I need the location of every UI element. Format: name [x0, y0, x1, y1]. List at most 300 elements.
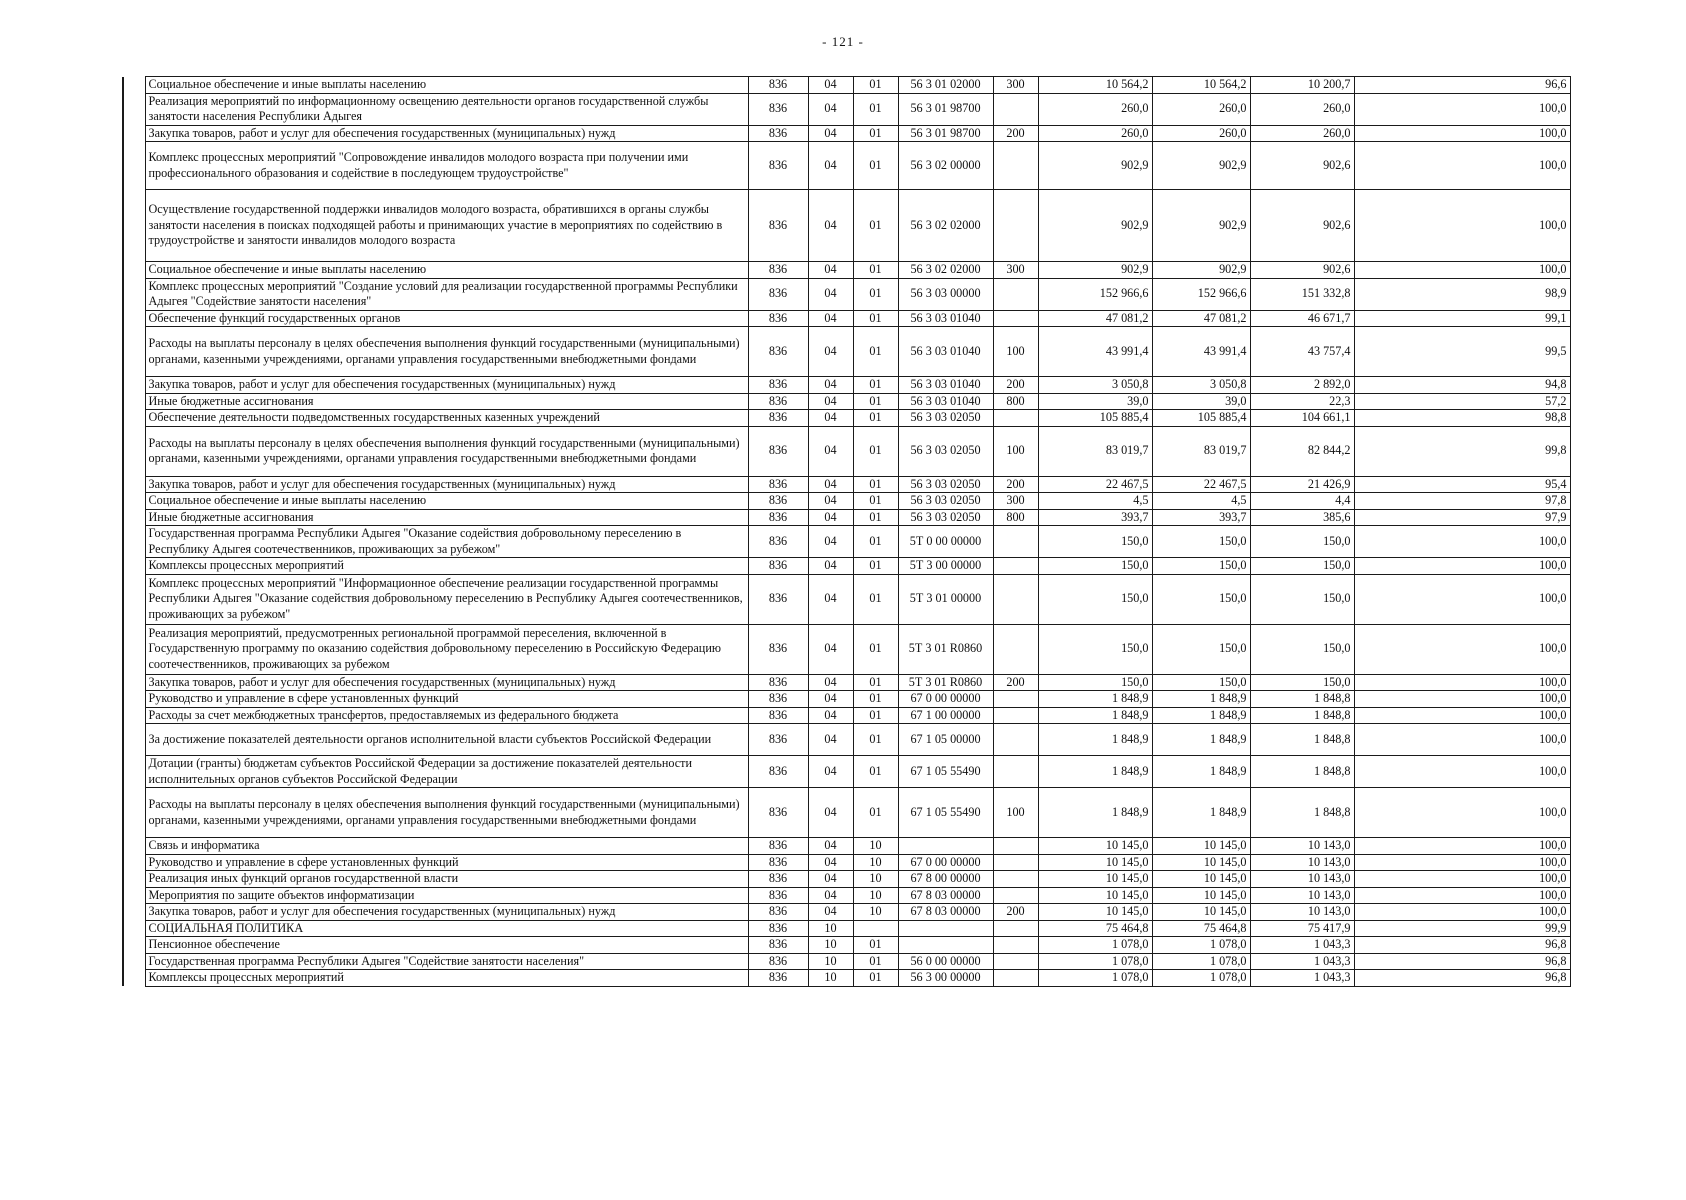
- cell-admin: 836: [748, 953, 808, 970]
- cell-exptype: 100: [993, 788, 1038, 838]
- cell-subsection: 01: [853, 624, 898, 674]
- table-row: [123, 410, 1570, 427]
- cell-plan: 10 145,0: [1038, 854, 1152, 871]
- cell-executed: 902,6: [1250, 262, 1354, 279]
- cell-section: 04: [808, 871, 853, 888]
- cell-executed: 10 143,0: [1250, 871, 1354, 888]
- cell-target: 56 0 00 00000: [898, 953, 993, 970]
- cell-admin: 836: [748, 476, 808, 493]
- cell-plan: 902,9: [1038, 142, 1152, 190]
- cell-name: Закупка товаров, работ и услуг для обеспечения государственных (муниципальных) нужд: [145, 377, 748, 394]
- cell-target: 56 3 02 02000: [898, 262, 993, 279]
- cell-refined: 75 464,8: [1152, 920, 1250, 937]
- cell-section: 04: [808, 426, 853, 476]
- cell-section: 04: [808, 476, 853, 493]
- cell-target: 56 3 01 98700: [898, 93, 993, 125]
- cell-admin: 836: [748, 125, 808, 142]
- left-margin-cell: [123, 854, 145, 871]
- cell-percent: 57,2: [1354, 393, 1570, 410]
- cell-target: 56 3 03 01040: [898, 377, 993, 394]
- table-row: [123, 526, 1570, 558]
- cell-refined: 10 145,0: [1152, 887, 1250, 904]
- cell-subsection: 10: [853, 854, 898, 871]
- cell-plan: 75 464,8: [1038, 920, 1152, 937]
- cell-target: 67 0 00 00000: [898, 691, 993, 708]
- cell-name: Осуществление государственной поддержки инвалидов молодого возраста, обратившихся в органы службы занятости населения в поисках подходящей работы и принимающих участие в мероприятиях по содействию в трудоустройстве и занятости инвалидов молодого возраста: [145, 190, 748, 262]
- cell-admin: 836: [748, 854, 808, 871]
- cell-refined: 4,5: [1152, 493, 1250, 510]
- cell-executed: 4,4: [1250, 493, 1354, 510]
- cell-percent: 97,8: [1354, 493, 1570, 510]
- cell-section: 04: [808, 410, 853, 427]
- cell-exptype: [993, 707, 1038, 724]
- cell-plan: 22 467,5: [1038, 476, 1152, 493]
- cell-name: Закупка товаров, работ и услуг для обеспечения государственных (муниципальных) нужд: [145, 476, 748, 493]
- left-margin-cell: [123, 788, 145, 838]
- cell-plan: 10 564,2: [1038, 77, 1152, 94]
- cell-refined: 1 848,9: [1152, 707, 1250, 724]
- cell-name: Комплекс процессных мероприятий "Информационное обеспечение реализации государственной программы Республики Адыгея "Оказание содействия добровольному переселению в Республику Адыгея соотечественников, проживающих за рубежом": [145, 574, 748, 624]
- cell-executed: 150,0: [1250, 558, 1354, 575]
- cell-target: [898, 937, 993, 954]
- cell-section: 04: [808, 574, 853, 624]
- cell-subsection: 01: [853, 493, 898, 510]
- cell-percent: 96,8: [1354, 953, 1570, 970]
- cell-plan: 1 848,9: [1038, 707, 1152, 724]
- cell-percent: 100,0: [1354, 871, 1570, 888]
- cell-section: 04: [808, 493, 853, 510]
- cell-executed: 1 848,8: [1250, 724, 1354, 756]
- cell-refined: 260,0: [1152, 125, 1250, 142]
- cell-executed: 151 332,8: [1250, 278, 1354, 310]
- cell-section: 04: [808, 393, 853, 410]
- cell-admin: 836: [748, 190, 808, 262]
- cell-admin: 836: [748, 327, 808, 377]
- cell-exptype: [993, 310, 1038, 327]
- cell-plan: 150,0: [1038, 526, 1152, 558]
- cell-percent: 96,6: [1354, 77, 1570, 94]
- cell-admin: 836: [748, 937, 808, 954]
- cell-refined: 1 848,9: [1152, 691, 1250, 708]
- cell-target: 56 3 00 00000: [898, 970, 993, 987]
- cell-percent: 100,0: [1354, 558, 1570, 575]
- cell-percent: 100,0: [1354, 93, 1570, 125]
- cell-percent: 99,9: [1354, 920, 1570, 937]
- cell-plan: 150,0: [1038, 624, 1152, 674]
- cell-exptype: [993, 624, 1038, 674]
- cell-target: 56 3 02 00000: [898, 142, 993, 190]
- cell-executed: 1 043,3: [1250, 937, 1354, 954]
- cell-section: 10: [808, 920, 853, 937]
- cell-target: 5Т 3 01 R0860: [898, 674, 993, 691]
- table-row: [123, 190, 1570, 262]
- cell-subsection: 01: [853, 262, 898, 279]
- cell-subsection: 01: [853, 327, 898, 377]
- cell-target: 67 1 00 00000: [898, 707, 993, 724]
- cell-plan: 393,7: [1038, 509, 1152, 526]
- cell-name: Руководство и управление в сфере установленных функций: [145, 854, 748, 871]
- cell-plan: 3 050,8: [1038, 377, 1152, 394]
- cell-plan: 1 848,9: [1038, 788, 1152, 838]
- cell-percent: 100,0: [1354, 624, 1570, 674]
- table-row: [123, 327, 1570, 377]
- cell-section: 04: [808, 310, 853, 327]
- cell-exptype: [993, 190, 1038, 262]
- cell-subsection: 01: [853, 426, 898, 476]
- cell-section: 04: [808, 854, 853, 871]
- cell-refined: 43 991,4: [1152, 327, 1250, 377]
- cell-section: 04: [808, 190, 853, 262]
- cell-percent: 97,9: [1354, 509, 1570, 526]
- cell-subsection: 01: [853, 756, 898, 788]
- cell-admin: 836: [748, 509, 808, 526]
- cell-executed: 43 757,4: [1250, 327, 1354, 377]
- cell-percent: 99,8: [1354, 426, 1570, 476]
- cell-executed: 2 892,0: [1250, 377, 1354, 394]
- left-margin-cell: [123, 526, 145, 558]
- cell-name: За достижение показателей деятельности органов исполнительной власти субъектов Российской Федерации: [145, 724, 748, 756]
- cell-name: Закупка товаров, работ и услуг для обеспечения государственных (муниципальных) нужд: [145, 125, 748, 142]
- cell-percent: 99,5: [1354, 327, 1570, 377]
- cell-exptype: [993, 937, 1038, 954]
- left-margin-cell: [123, 77, 145, 94]
- cell-exptype: 300: [993, 493, 1038, 510]
- cell-name: Социальное обеспечение и иные выплаты населению: [145, 262, 748, 279]
- left-margin-cell: [123, 970, 145, 987]
- cell-executed: 10 143,0: [1250, 838, 1354, 855]
- cell-target: 56 3 03 00000: [898, 278, 993, 310]
- left-margin-cell: [123, 624, 145, 674]
- cell-section: 04: [808, 142, 853, 190]
- cell-percent: 100,0: [1354, 887, 1570, 904]
- cell-name: Руководство и управление в сфере установленных функций: [145, 691, 748, 708]
- table-row: [123, 756, 1570, 788]
- cell-target: 56 3 02 02000: [898, 190, 993, 262]
- cell-refined: 1 848,9: [1152, 788, 1250, 838]
- cell-percent: 100,0: [1354, 838, 1570, 855]
- cell-refined: 10 145,0: [1152, 871, 1250, 888]
- cell-percent: 98,8: [1354, 410, 1570, 427]
- table-row: [123, 77, 1570, 94]
- cell-subsection: 01: [853, 93, 898, 125]
- cell-subsection: 01: [853, 691, 898, 708]
- cell-section: 04: [808, 756, 853, 788]
- cell-section: 04: [808, 77, 853, 94]
- cell-exptype: 100: [993, 426, 1038, 476]
- cell-exptype: [993, 574, 1038, 624]
- cell-exptype: [993, 838, 1038, 855]
- cell-plan: 260,0: [1038, 93, 1152, 125]
- cell-exptype: [993, 756, 1038, 788]
- cell-admin: 836: [748, 426, 808, 476]
- cell-target: 67 8 00 00000: [898, 871, 993, 888]
- cell-refined: 150,0: [1152, 624, 1250, 674]
- cell-refined: 1 848,9: [1152, 756, 1250, 788]
- table-row: [123, 953, 1570, 970]
- cell-section: 04: [808, 788, 853, 838]
- table-row: [123, 624, 1570, 674]
- cell-exptype: 800: [993, 393, 1038, 410]
- table-row: [123, 674, 1570, 691]
- table-row: [123, 426, 1570, 476]
- cell-admin: 836: [748, 493, 808, 510]
- cell-name: Иные бюджетные ассигнования: [145, 509, 748, 526]
- cell-exptype: [993, 887, 1038, 904]
- left-margin-cell: [123, 310, 145, 327]
- cell-target: 56 3 03 02050: [898, 509, 993, 526]
- table-row: [123, 509, 1570, 526]
- budget-table-container: [122, 76, 1571, 987]
- cell-executed: 10 143,0: [1250, 854, 1354, 871]
- table-row: [123, 262, 1570, 279]
- cell-admin: 836: [748, 377, 808, 394]
- cell-name: Расходы на выплаты персоналу в целях обеспечения выполнения функций государственными (муниципальными) органами, казенными учреждениями, органами управления государственными внебюджетными фондами: [145, 327, 748, 377]
- cell-subsection: 01: [853, 125, 898, 142]
- cell-refined: 47 081,2: [1152, 310, 1250, 327]
- cell-executed: 10 200,7: [1250, 77, 1354, 94]
- left-margin-cell: [123, 558, 145, 575]
- cell-name: Реализация иных функций органов государственной власти: [145, 871, 748, 888]
- cell-section: 10: [808, 953, 853, 970]
- cell-executed: 10 143,0: [1250, 904, 1354, 921]
- cell-name: Комплекс процессных мероприятий "Создание условий для реализации государственной программы Республики Адыгея "Содействие занятости населения": [145, 278, 748, 310]
- cell-target: 56 3 03 01040: [898, 327, 993, 377]
- table-row: [123, 871, 1570, 888]
- table-row: [123, 574, 1570, 624]
- cell-refined: 152 966,6: [1152, 278, 1250, 310]
- cell-admin: 836: [748, 970, 808, 987]
- left-margin-cell: [123, 410, 145, 427]
- cell-exptype: [993, 953, 1038, 970]
- cell-name: Расходы на выплаты персоналу в целях обеспечения выполнения функций государственными (муниципальными) органами, казенными учреждениями, органами управления государственными внебюджетными фондами: [145, 426, 748, 476]
- cell-subsection: 01: [853, 310, 898, 327]
- cell-target: 5Т 3 00 00000: [898, 558, 993, 575]
- cell-exptype: 200: [993, 377, 1038, 394]
- page-number: - 121 -: [822, 34, 864, 49]
- left-margin-cell: [123, 674, 145, 691]
- left-margin-cell: [123, 574, 145, 624]
- cell-percent: 96,8: [1354, 937, 1570, 954]
- cell-name: СОЦИАЛЬНАЯ ПОЛИТИКА: [145, 920, 748, 937]
- cell-name: Государственная программа Республики Адыгея "Оказание содействия добровольному переселению в Республику Адыгея соотечественников, проживающих за рубежом": [145, 526, 748, 558]
- cell-plan: 902,9: [1038, 262, 1152, 279]
- cell-subsection: 10: [853, 871, 898, 888]
- cell-name: Комплексы процессных мероприятий: [145, 558, 748, 575]
- cell-percent: 100,0: [1354, 788, 1570, 838]
- cell-subsection: 01: [853, 953, 898, 970]
- cell-plan: 83 019,7: [1038, 426, 1152, 476]
- cell-subsection: 01: [853, 724, 898, 756]
- cell-subsection: 01: [853, 574, 898, 624]
- left-margin-cell: [123, 937, 145, 954]
- table-row: [123, 493, 1570, 510]
- cell-plan: 10 145,0: [1038, 871, 1152, 888]
- cell-exptype: [993, 970, 1038, 987]
- cell-refined: 1 078,0: [1152, 937, 1250, 954]
- table-row: [123, 937, 1570, 954]
- cell-refined: 10 145,0: [1152, 838, 1250, 855]
- cell-admin: 836: [748, 393, 808, 410]
- left-margin-cell: [123, 493, 145, 510]
- cell-plan: 1 848,9: [1038, 691, 1152, 708]
- cell-subsection: 01: [853, 393, 898, 410]
- cell-exptype: [993, 410, 1038, 427]
- table-row: [123, 838, 1570, 855]
- cell-subsection: 01: [853, 788, 898, 838]
- cell-percent: 100,0: [1354, 756, 1570, 788]
- table-row: [123, 887, 1570, 904]
- cell-admin: 836: [748, 142, 808, 190]
- cell-target: 67 0 00 00000: [898, 854, 993, 871]
- table-row: [123, 93, 1570, 125]
- cell-exptype: 100: [993, 327, 1038, 377]
- cell-executed: 1 848,8: [1250, 691, 1354, 708]
- cell-target: 56 3 03 02050: [898, 493, 993, 510]
- cell-exptype: 200: [993, 904, 1038, 921]
- cell-name: Социальное обеспечение и иные выплаты населению: [145, 493, 748, 510]
- cell-exptype: [993, 558, 1038, 575]
- cell-percent: 98,9: [1354, 278, 1570, 310]
- table-body: [123, 77, 1570, 987]
- cell-admin: 836: [748, 887, 808, 904]
- cell-exptype: 200: [993, 476, 1038, 493]
- cell-target: 67 1 05 00000: [898, 724, 993, 756]
- cell-exptype: [993, 93, 1038, 125]
- cell-percent: 100,0: [1354, 142, 1570, 190]
- cell-admin: 836: [748, 904, 808, 921]
- cell-name: Пенсионное обеспечение: [145, 937, 748, 954]
- cell-plan: 1 078,0: [1038, 937, 1152, 954]
- cell-plan: 1 848,9: [1038, 756, 1152, 788]
- table-row: [123, 788, 1570, 838]
- cell-name: Комплекс процессных мероприятий "Сопровождение инвалидов молодого возраста при получении ими профессионального образования и содействие в последующем трудоустройстве": [145, 142, 748, 190]
- cell-plan: 150,0: [1038, 674, 1152, 691]
- cell-admin: 836: [748, 93, 808, 125]
- cell-exptype: [993, 691, 1038, 708]
- table-row: [123, 310, 1570, 327]
- cell-subsection: 01: [853, 142, 898, 190]
- cell-refined: 393,7: [1152, 509, 1250, 526]
- cell-admin: 836: [748, 310, 808, 327]
- left-margin-cell: [123, 142, 145, 190]
- cell-subsection: 01: [853, 190, 898, 262]
- cell-executed: 75 417,9: [1250, 920, 1354, 937]
- cell-name: Обеспечение деятельности подведомственных государственных казенных учреждений: [145, 410, 748, 427]
- table-row: [123, 558, 1570, 575]
- cell-percent: 99,1: [1354, 310, 1570, 327]
- left-margin-cell: [123, 125, 145, 142]
- cell-subsection: 01: [853, 558, 898, 575]
- cell-name: Закупка товаров, работ и услуг для обеспечения государственных (муниципальных) нужд: [145, 904, 748, 921]
- cell-executed: 902,6: [1250, 142, 1354, 190]
- cell-target: 67 8 03 00000: [898, 887, 993, 904]
- cell-executed: 1 043,3: [1250, 970, 1354, 987]
- cell-percent: 100,0: [1354, 125, 1570, 142]
- cell-plan: 1 078,0: [1038, 970, 1152, 987]
- cell-admin: 836: [748, 674, 808, 691]
- cell-exptype: 300: [993, 262, 1038, 279]
- cell-executed: 22,3: [1250, 393, 1354, 410]
- cell-admin: 836: [748, 920, 808, 937]
- cell-section: 10: [808, 937, 853, 954]
- cell-refined: 10 145,0: [1152, 854, 1250, 871]
- table-row: [123, 691, 1570, 708]
- cell-admin: 836: [748, 707, 808, 724]
- left-margin-cell: [123, 262, 145, 279]
- cell-refined: 150,0: [1152, 526, 1250, 558]
- cell-name: Закупка товаров, работ и услуг для обеспечения государственных (муниципальных) нужд: [145, 674, 748, 691]
- cell-executed: 104 661,1: [1250, 410, 1354, 427]
- cell-exptype: [993, 920, 1038, 937]
- cell-target: 5Т 3 01 R0860: [898, 624, 993, 674]
- cell-name: Связь и информатика: [145, 838, 748, 855]
- cell-name: Социальное обеспечение и иные выплаты населению: [145, 77, 748, 94]
- cell-subsection: 10: [853, 838, 898, 855]
- left-margin-cell: [123, 93, 145, 125]
- table-row: [123, 920, 1570, 937]
- cell-refined: 150,0: [1152, 674, 1250, 691]
- cell-executed: 260,0: [1250, 93, 1354, 125]
- cell-percent: 100,0: [1354, 674, 1570, 691]
- cell-section: 04: [808, 93, 853, 125]
- cell-refined: 39,0: [1152, 393, 1250, 410]
- cell-exptype: [993, 278, 1038, 310]
- cell-refined: 1 078,0: [1152, 970, 1250, 987]
- cell-section: 04: [808, 327, 853, 377]
- cell-plan: 1 078,0: [1038, 953, 1152, 970]
- cell-name: Расходы за счет межбюджетных трансфертов, предоставляемых из федерального бюджета: [145, 707, 748, 724]
- cell-section: 04: [808, 526, 853, 558]
- cell-subsection: 01: [853, 526, 898, 558]
- cell-admin: 836: [748, 838, 808, 855]
- left-margin-cell: [123, 707, 145, 724]
- cell-executed: 150,0: [1250, 624, 1354, 674]
- cell-refined: 260,0: [1152, 93, 1250, 125]
- cell-plan: 47 081,2: [1038, 310, 1152, 327]
- cell-subsection: 01: [853, 77, 898, 94]
- cell-section: 04: [808, 278, 853, 310]
- cell-admin: 836: [748, 724, 808, 756]
- cell-section: 04: [808, 904, 853, 921]
- cell-name: Государственная программа Республики Адыгея "Содействие занятости населения": [145, 953, 748, 970]
- cell-target: 56 3 01 98700: [898, 125, 993, 142]
- left-margin-cell: [123, 393, 145, 410]
- cell-refined: 83 019,7: [1152, 426, 1250, 476]
- cell-executed: 10 143,0: [1250, 887, 1354, 904]
- cell-exptype: [993, 526, 1038, 558]
- cell-plan: 150,0: [1038, 574, 1152, 624]
- left-margin-cell: [123, 377, 145, 394]
- left-margin-cell: [123, 871, 145, 888]
- cell-subsection: 01: [853, 707, 898, 724]
- cell-name: Иные бюджетные ассигнования: [145, 393, 748, 410]
- cell-target: 67 1 05 55490: [898, 756, 993, 788]
- table-row: [123, 707, 1570, 724]
- left-margin-cell: [123, 838, 145, 855]
- table-row: [123, 970, 1570, 987]
- cell-exptype: 200: [993, 125, 1038, 142]
- cell-executed: 1 043,3: [1250, 953, 1354, 970]
- cell-section: 04: [808, 509, 853, 526]
- cell-name: Реализация мероприятий, предусмотренных региональной программой переселения, включенной в Государственную программу по оказанию содействия добровольному переселению в Российскую Федерацию соотечественников, проживающих за рубежом: [145, 624, 748, 674]
- cell-plan: 10 145,0: [1038, 887, 1152, 904]
- cell-section: 04: [808, 724, 853, 756]
- cell-executed: 150,0: [1250, 526, 1354, 558]
- cell-subsection: 10: [853, 887, 898, 904]
- cell-refined: 1 848,9: [1152, 724, 1250, 756]
- cell-refined: 150,0: [1152, 558, 1250, 575]
- cell-target: 56 3 03 02050: [898, 476, 993, 493]
